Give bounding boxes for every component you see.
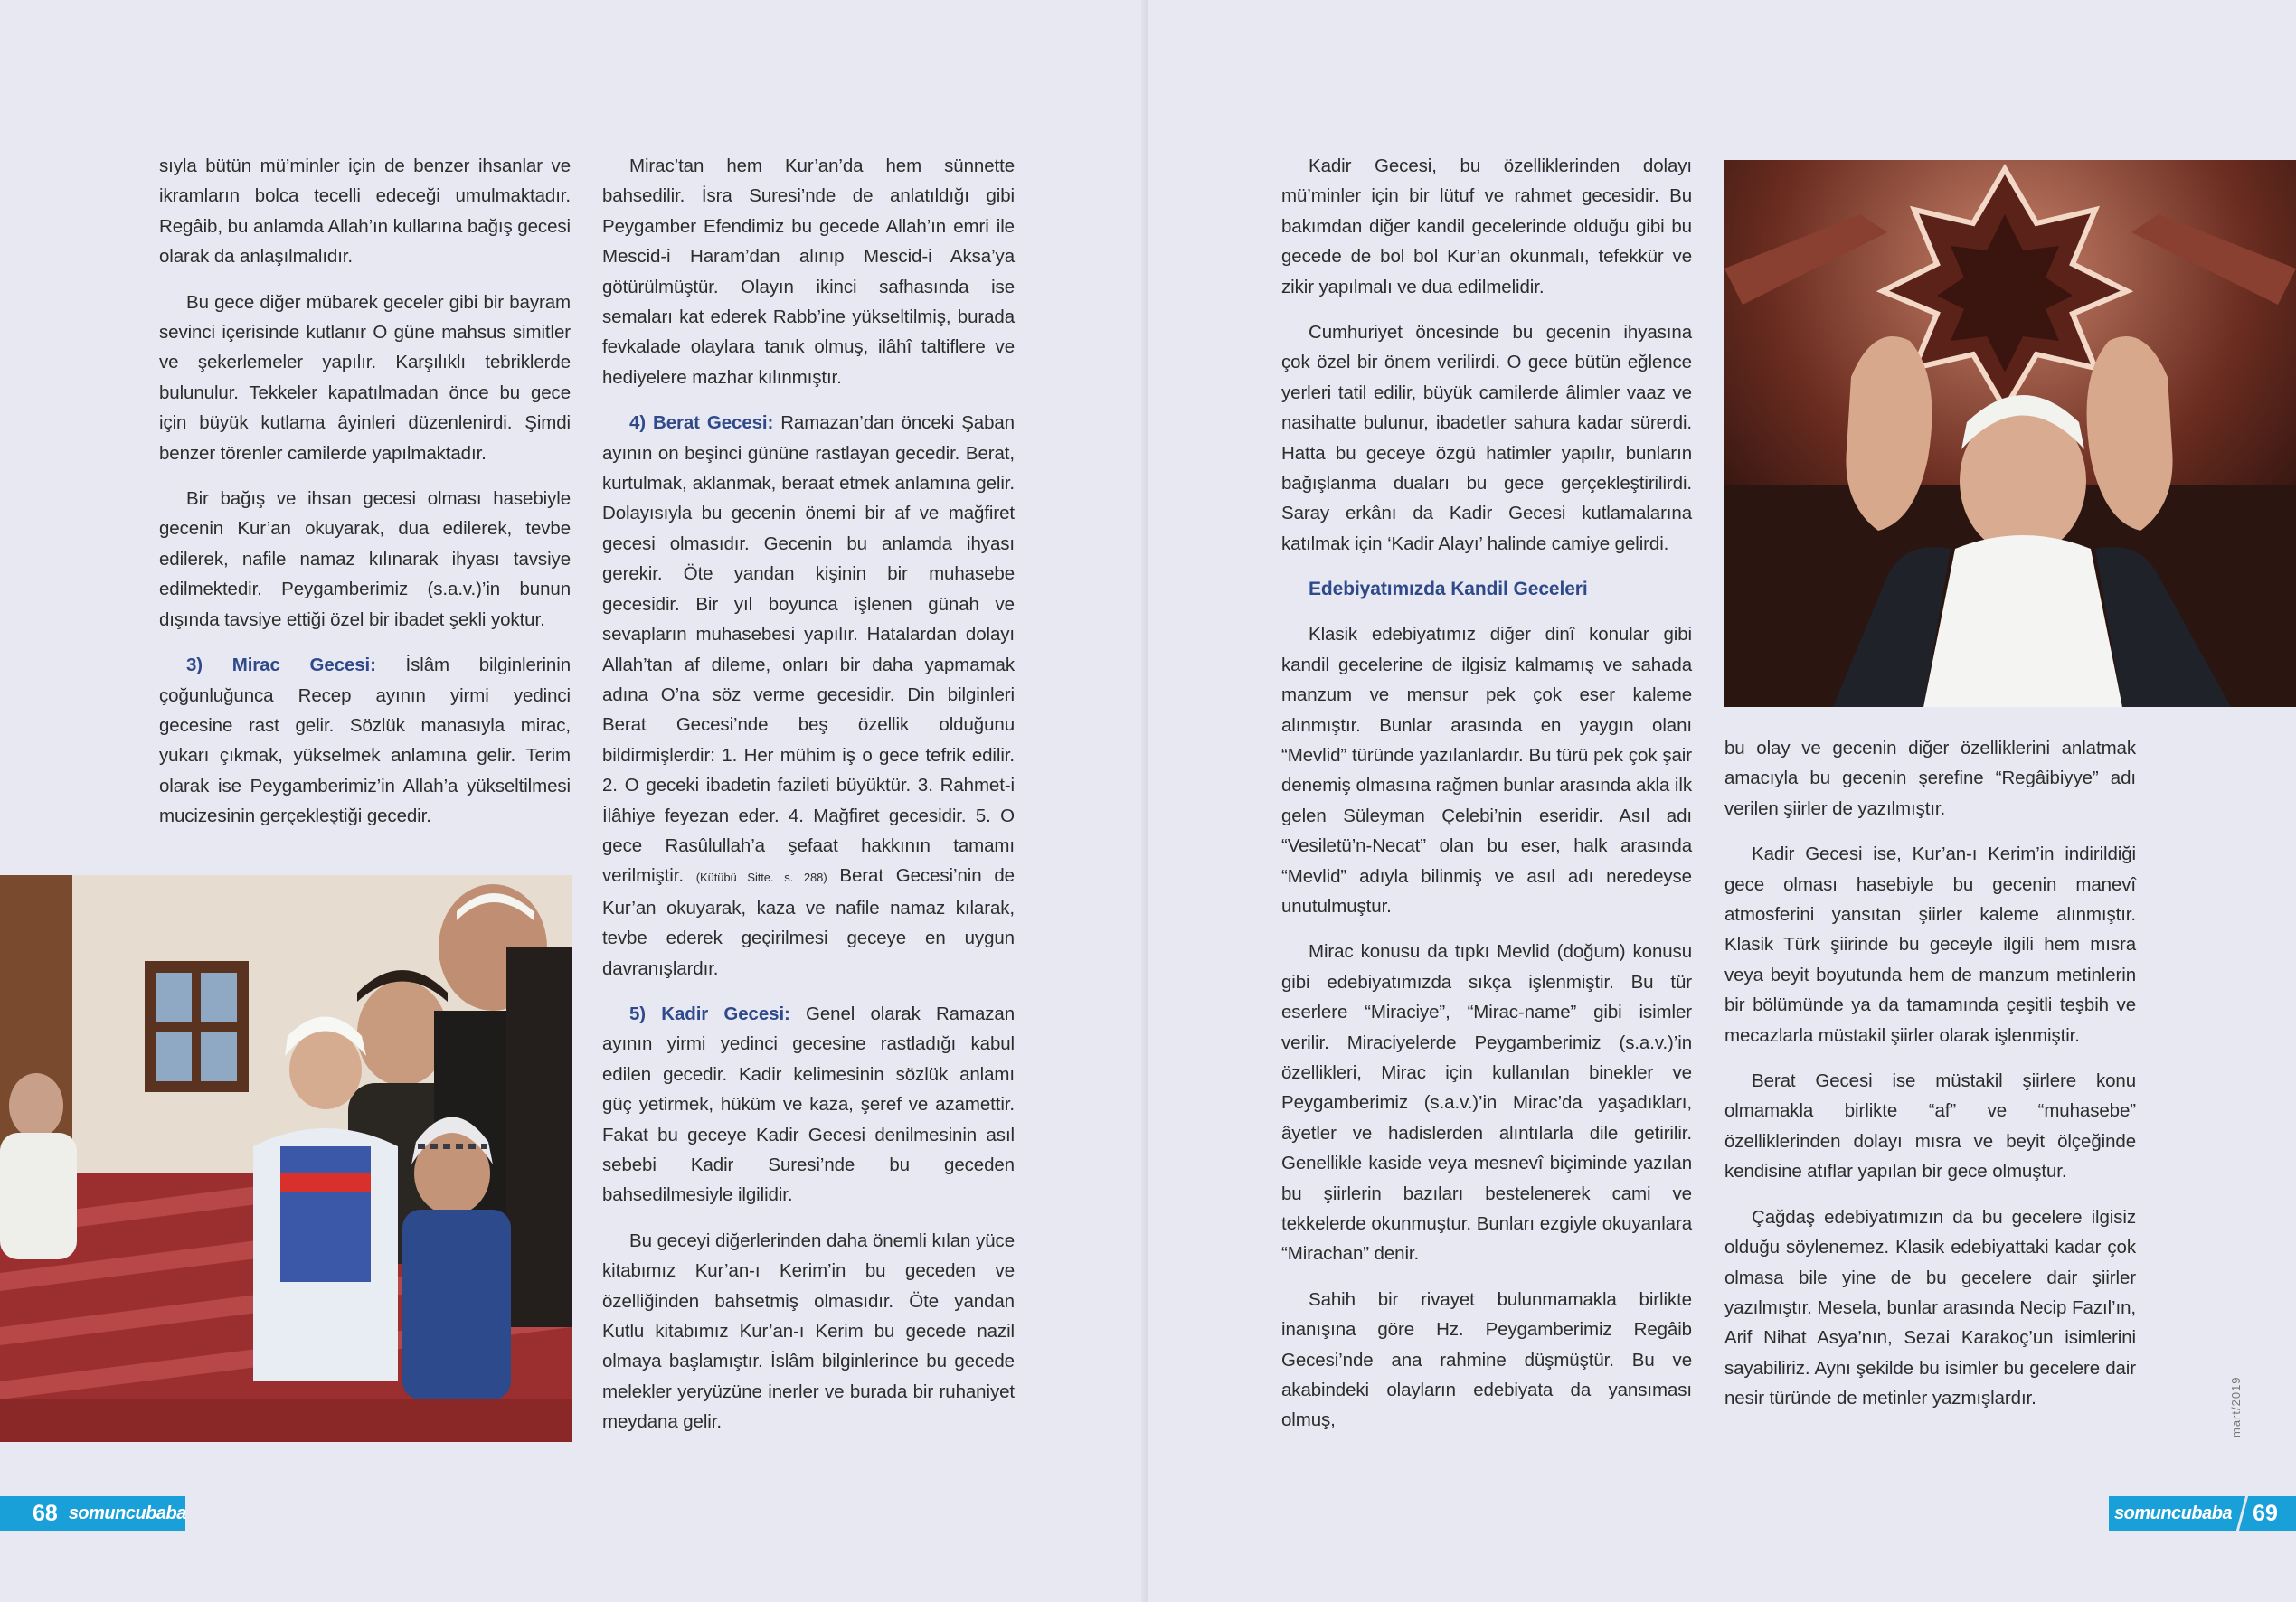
paragraph: Cumhuriyet öncesinde bu gecenin ihyasına çok özel bir önem verilirdi. O gece bütün eğlence yerleri tatil edilir, büyük camilerde âlimler vaaz ve nasihatte bulunur, ibadetler sahura kadar sürerdi. Hatta bu geceye özgü hatimler yapılır, bunların bağışlanma duaları bu gece gerçekleştirilirdi. Saray erkânı da Kadir Gecesi kutlamalarına katılmak için ‘Kadir Alayı’ halinde camiye gelirdi.	[1281, 322, 1692, 554]
paragraph: Çağdaş edebiyatımızın da bu gecelere ilgisiz olduğu söylenemez. Klasik edebiyattaki kadar çok olmasa bile yine de bu gecelere dair şiirler yazılmıştır. Mesela, bunlar arasında Necip Fazıl’ın, Arif Nihat Asya’nın, Sezai Karakoç’un isimlerini sayabiliriz. Aynı şekilde bu isimler bu gecelere dair nesir türünde de metinler yazmışlardır.	[1724, 1206, 2136, 1409]
paragraph-kadir: 5) Kadir Gecesi: Genel olarak Ramazan ayının yirmi yedinci gecesine rastladığı kabul edilen gecedir. Kadir kelimesinin sözlük anlamı güç yetirmek, hüküm ve kaza, şeref ve azamettir. Fakat bu geceye Kadir Gecesi denilmesinin asıl sebebi Kadir Suresi’nde bu geceden bahsedilmesiyle ilgilidir.	[602, 1003, 1015, 1206]
page-number: 68	[33, 1500, 58, 1526]
paragraph-mirac: 3) Mirac Gecesi: İslâm bilginlerinin çoğunluğunca Recep ayının yirmi yedinci gecesine rast gelir. Sözlük manasıyla mirac, yukarı çıkmak, yükselmek anlamına gelir. Terim olarak ise Peygamberimiz’in Allah’a yükseltilmesi mucizesinin gerçekleştiği gecedir.	[159, 655, 571, 827]
paragraph: Mirac konusu da tıpkı Mevlid (doğum) konusu gibi edebiyatımızda sıkça işlenmiştir. Bu tür eserlere “Miraciye”, “Mirac-name” gibi isimler verilir. Miraciyelerde Peygamberimiz (s.a.v.)’in özellikleri, Mirac için kullanılan binekler ve Peygamberimiz (s.a.v.)’in Mirac’da yaşadıkları, âyetler ve hadislerden alıntılarla dile getirilir. Genellikle kaside veya mesnevî biçiminde yazılan bu şiirlerin bazıları bestelenerek cami ve tekkelerde okunmuştur. Bunları ezgiyle okuyanlara “Mirachan” denir.	[1281, 941, 1692, 1265]
page-number: 69	[2253, 1500, 2278, 1526]
paragraph: Kadir Gecesi ise, Kur’an-ı Kerim’in indirildiği gece olması hasebiyle bu gecenin manevî atmosferini yansıtan şiirler kaleme alınmıştır. Klasik Türk şiirinde bu geceyle ilgili hem mısra veya beyit boyutunda hem de manzum metinlerin bir bölümünde ya da tamamında çeşitli teşbih ve mecazlarla müstakil şiirler olarak işlenmiştir.	[1724, 843, 2136, 1046]
left-column-1	[159, 151, 571, 847]
paragraph: Bu gece diğer mübarek geceler gibi bir bayram sevinci içerisinde kutlanır O güne mahsus simitler ve şekerlemeler yapılır. Karşılıklı tebriklerde bulunulur. Tekkeler kapatılmadan önce bu gece için büyük kutlama âyinleri düzenlenirdi. Şimdi benzer törenler camilerde yapılmaktadır.	[159, 291, 571, 464]
footer-divider	[59, 1496, 68, 1531]
paragraph: Bir bağış ve ihsan gecesi olması hasebiyle gecenin Kur’an okuyarak, dua edilerek, tevbe edilerek, nafile namaz kılınarak ihyası tavsiye edilmektedir. Peygamberimiz (s.a.v.)’in bunun dışında tavsiye ettiği özel bir ibadet şekli yoktur.	[159, 488, 571, 630]
paragraph: Sahih bir rivayet bulunmamakla birlikte inanışına göre Hz. Peygamberimiz Regâib Gecesi’nde ana rahmine düşmüştür. Bu ve akabindeki olayların edebiyata da yansıması olmuş,	[1281, 1288, 1692, 1431]
right-column-1	[1281, 151, 1692, 1451]
praying-boy-photo	[1724, 160, 2296, 707]
mosque-children-photo	[0, 875, 572, 1442]
footer-bar-left	[0, 1496, 185, 1531]
footer-divider	[2236, 1496, 2248, 1531]
section-heading: Edebiyatımızda Kandil Geceleri	[1309, 579, 1588, 600]
right-column-2	[1724, 733, 2136, 1429]
paragraph: Kadir Gecesi, bu özelliklerinden dolayı mü’minler için bir lütuf ve rahmet gecesidir. Bu bakımdan diğer kandil gecelerinde olduğu gibi bu gecede de bol bol Kur’an okunmalı, tefekkür ve zikir yapılmalı ve dua edilmelidir.	[1281, 155, 1692, 297]
paragraph: Mirac’tan hem Kur’an’da hem sünnette bahsedilir. İsra Suresi’nde de anlatıldığı gibi Peygamber Efendimiz bu gecede Allah’ın emri ile Mescid-i Haram’dan alınıp Mescid-i Aksa’ya götürülmüştür. Olayın ikinci safhasında ise semaları kat ederek Rabb’ine yükseltilmiş, burada fevkalade olaylara tanık olmuş, ilâhî taltiflere ve hediyelere mazhar kılınmıştır.	[602, 155, 1015, 388]
footer-bar-right	[2109, 1496, 2296, 1531]
paragraph: Berat Gecesi ise müstakil şiirlere konu olmamakla birlikte “af” ve “muhasebe” özelliklerinden dolayı mısra ve beyit ölçeğinde kendisine atıflar yapılan bir gece olmuştur.	[1724, 1070, 2136, 1183]
brand-logo: somuncubaba	[2114, 1503, 2233, 1523]
brand-logo: somuncubaba	[68, 1503, 186, 1523]
section-head-kadir: 5) Kadir Gecesi:	[629, 1003, 790, 1024]
paragraph: bu olay ve gecenin diğer özelliklerini anlatmak amacıyla bu gecenin şerefine “Regâibiyye” adı verilen şiirler de yazılmıştır.	[1724, 738, 2136, 819]
right-page	[1148, 0, 2296, 1602]
left-column-2	[602, 151, 1015, 1453]
paragraph: Klasik edebiyatımız diğer dinî konular gibi kandil gecelerine de ilgisiz kalmamış ve sahada manzum ve mensur pek çok eser kaleme alınmıştır. Bunlar arasında en yaygın olanı “Mevlid” türünde yazılanlardır. Bu türü pek çok şair denemiş olmasına rağmen bunlar arasında akla ilk gelen Süleyman Çelebi’nin eseridir. Asıl adı “Vesiletü’n-Necat” olan bu eser, halk arasında “Mevlid” adıyla bilinmiş ve asıl adı neredeyse unutulmuştur.	[1281, 624, 1692, 917]
paragraph-berat: 4) Berat Gecesi: Ramazan’dan önceki Şaban ayının on beşinci gününe rastlayan gecedir. Berat, kurtulmak, aklanmak, beraat etmek anlamına gelir. Dolayısıyla bu gecenin önemi bir af ve mağfiret gecesi olmasıdır. Gecenin bu anlamda ihyası gerekir. Öte yandan kişinin bir muhasebe gecesidir. Bir yıl boyunca işlenen günah ve sevapların muhasebesi yapılır. Hatalardan dolayı Allah’tan af dileme, onları bir daha yapmamak adına O’na söz verme gecesidir. Din bilginleri Berat Gecesi’nde beş özellik olduğunu bildirmişlerdir: 1. Her mühim iş o gece tefrik edilir. 2. O geceki ibadetin fazileti büyüktür. 3. Rahmet-i İlâhiye feyezan eder. 4. Mağfiret gecesidir. 5. O gece Rasûlullah’a şefaat hakkının tamamı verilmiştir. (Kütübü Sitte. s. 288) Berat Gecesi’nin de Kur’an okuyarak, kaza ve nafile namaz kılarak, tevbe ederek geçirilmesi geceye en uygun davranışlardır.	[602, 412, 1015, 979]
section-head-mirac: 3) Mirac Gecesi:	[186, 655, 376, 676]
paragraph: Bu geceyi diğerlerinden daha önemli kılan yüce kitabımız Kur’an-ı Kerim’in bu geceden ve özelliğinden bahsetmiş olmasıdır. Öte yandan Kutlu kitabımız Kur’an-ı Kerim bu gecede nazil olmaya başlamıştır. İslâm bilginlerince bu gecede melekler yeryüzüne inerler ve burada bir ruhaniyet meydana gelir.	[602, 1230, 1015, 1433]
issue-date: mart/2019	[2229, 1376, 2243, 1437]
citation: (Kütübü Sitte. s. 288)	[695, 871, 827, 885]
section-head-berat: 4) Berat Gecesi:	[629, 412, 774, 434]
paragraph: sıyla bütün mü’minler için de benzer ihsanlar ve ikramların bolca tecelli edeceği umulmaktadır. Regâib, bu anlamda Allah’ın kullarına bağış gecesi olarak da anlaşılmalıdır.	[159, 155, 571, 268]
